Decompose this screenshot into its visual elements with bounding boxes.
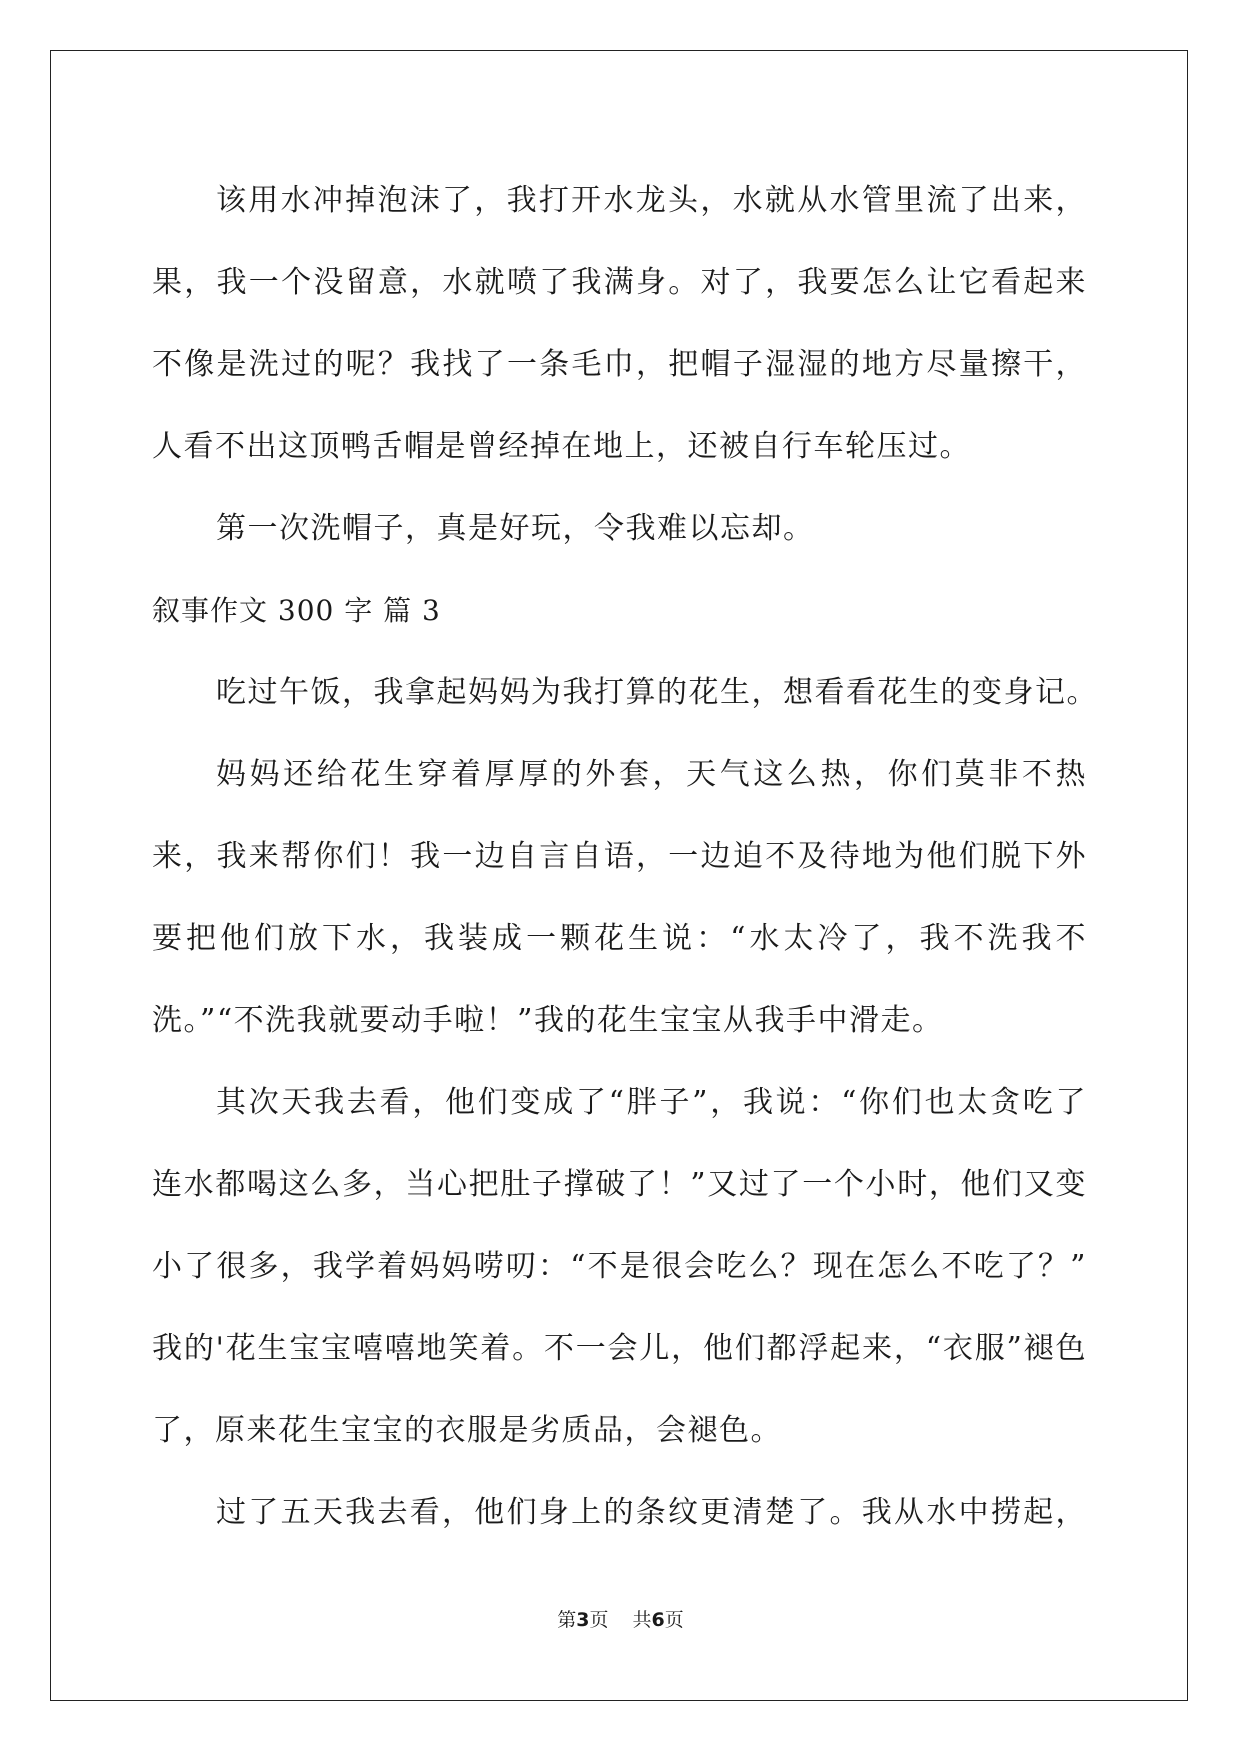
paragraph-line: 妈妈还给花生穿着厚厚的外套，天气这么热，你们莫非不热 [216,757,1087,792]
section-heading: 叙事作文 300 字 篇 3 [152,594,441,627]
paragraph-line: 洗。”“不洗我就要动手啦！”我的花生宝宝从我手中滑走。 [152,1003,944,1038]
paragraph-line: 吃过午饭，我拿起妈妈为我打算的花生，想看看花生的变身记。 [216,675,1098,710]
paragraph-line: 来，我来帮你们！我一边自言自语，一边迫不及待地为他们脱下外 [152,839,1087,874]
paragraph-line: 了，原来花生宝宝的衣服是劣质品，会褪色。 [152,1413,782,1448]
page-footer [0,1605,1241,1632]
page-suffix: 页 [589,1609,609,1631]
page-number-current: 3 [576,1609,590,1631]
paragraph-line: 该用水冲掉泡沫了，我打开水龙头，水就从水管里流了出来， [216,183,1087,218]
paragraph-line: 其次天我去看，他们变成了“胖子”，我说：“你们也太贪吃了 [216,1085,1087,1120]
total-prefix: 共 [632,1609,652,1631]
total-suffix: 页 [664,1609,684,1631]
paragraph-line: 第一次洗帽子，真是好玩，令我难以忘却。 [216,511,815,546]
paragraph-line: 过了五天我去看，他们身上的条纹更清楚了。我从水中捞起， [216,1495,1087,1530]
page-prefix: 第 [557,1609,577,1631]
paragraph-line: 我的'花生宝宝嘻嘻地笑着。不一会儿，他们都浮起来，“衣服”褪色 [152,1331,1087,1366]
paragraph-line: 人看不出这顶鸭舌帽是曾经掉在地上，还被自行车轮压过。 [152,429,971,464]
paragraph-line: 要把他们放下水，我装成一颗花生说：“水太冷了，我不洗我不 [152,921,1087,956]
paragraph-line: 小了很多，我学着妈妈唠叨：“不是很会吃么？现在怎么不吃了？” [152,1249,1087,1284]
document-body [152,160,1098,1554]
paragraph-line: 连水都喝这么多，当心把肚子撑破了！”又过了一个小时，他们又变 [152,1167,1087,1202]
page-number-total: 6 [651,1609,665,1631]
paragraph-line: 不像是洗过的呢？我找了一条毛巾，把帽子湿湿的地方尽量擦干， [152,347,1087,382]
paragraph-line: 果，我一个没留意，水就喷了我满身。对了，我要怎么让它看起来 [152,265,1087,300]
